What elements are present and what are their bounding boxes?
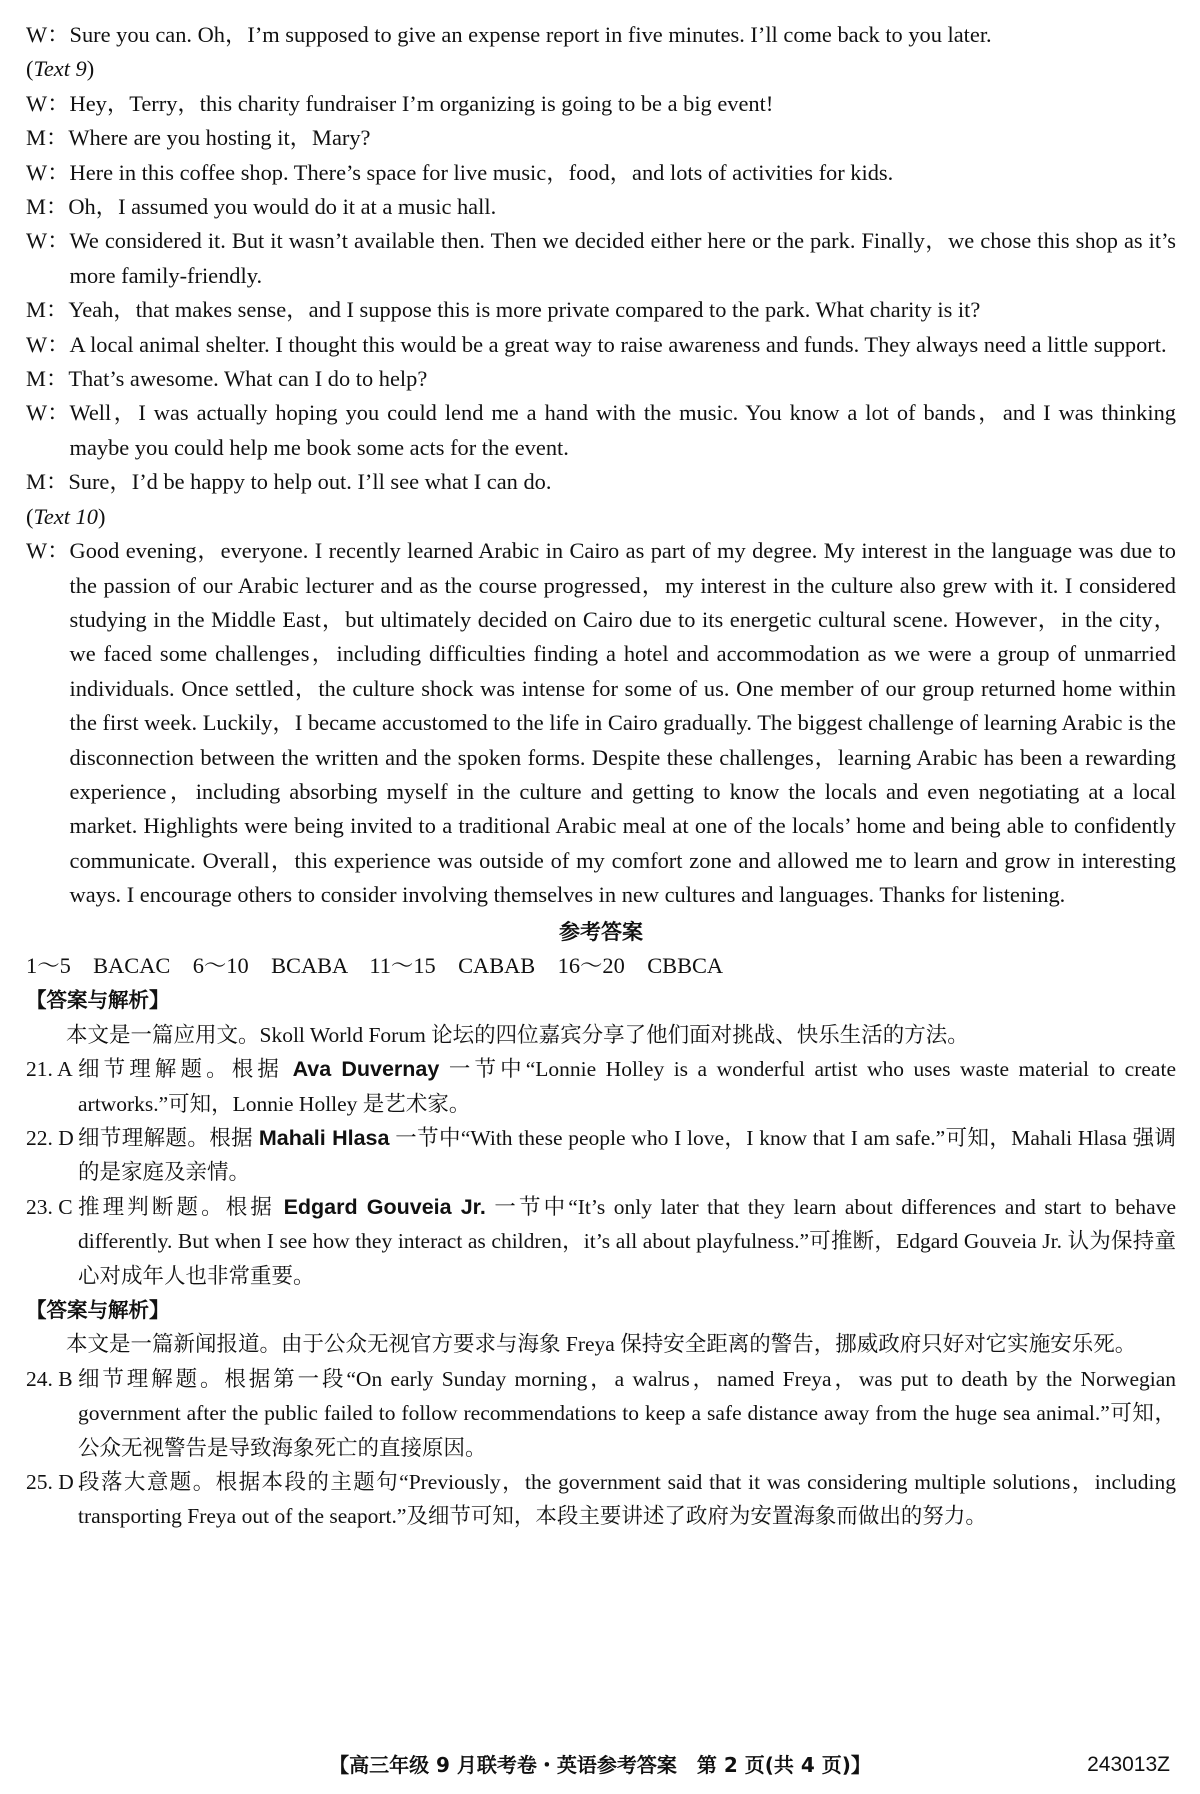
dialogue-line xyxy=(26,156,1176,190)
dialogue-line xyxy=(26,121,1176,155)
explanation-text: 细节理解题。根据 Ava Duvernay 一节中“Lonnie Holley is a wonderful artist who uses waste material to create artworks.”可知，Lonnie Holley 是艺术家。 xyxy=(78,1057,1176,1116)
dialogue-line xyxy=(26,396,1176,465)
dialogue-text: Sure，I’d be happy to help out. I’ll see what I can do. xyxy=(68,469,552,495)
speaker-label: W： xyxy=(26,228,70,254)
page-footer xyxy=(0,1748,1200,1782)
answer-explanation xyxy=(26,1465,1176,1534)
dialogue-text: Yeah，that makes sense，and I suppose this is more private compared to the park. What charity is it? xyxy=(68,297,981,323)
answer-explanation xyxy=(26,1190,1176,1293)
answer-explanation xyxy=(26,1121,1176,1190)
section-intro: 本文是一篇新闻报道。由于公众无视官方要求与海象 Freya 保持安全距离的警告，挪威政府只好对它实施安乐死。 xyxy=(66,1332,1137,1357)
explanation-text: 细节理解题。根据第一段“On early Sunday morning，a walrus，named Freya，was put to death by the Norwegian government after the public failed to follow recommendations to keep a safe distance away from the huge sea animal.”可知，公众无视警告是导致海象死亡的直接原因。 xyxy=(78,1366,1176,1460)
dialogue-text: Sure you can. Oh，I’m supposed to give an expense report in five minutes. I’ll come back to you later. xyxy=(69,22,992,47)
section-title: 【答案与解析】 xyxy=(26,1298,170,1323)
text-heading: (Text 9) xyxy=(26,56,95,82)
dialogue-line xyxy=(26,293,1176,327)
speaker-label: M： xyxy=(26,125,69,151)
dialogue-text: Here in this coffee shop. There’s space for live music，food，and lots of activities for kids. xyxy=(69,159,894,185)
section-keyword: Mahali Hlasa xyxy=(258,1126,390,1150)
dialogue-line xyxy=(26,224,1176,293)
explanations xyxy=(26,983,1176,1534)
dialogue-text: Hey，Terry，this charity fundraiser I’m organizing is going to be a big event! xyxy=(69,90,774,116)
answer-explanation xyxy=(26,1052,1176,1121)
dialogue-line xyxy=(26,190,1176,224)
dialogue-text: That’s awesome. What can I do to help? xyxy=(68,366,428,392)
speaker-label: M： xyxy=(26,194,69,220)
question-number: 23. C xyxy=(26,1194,73,1219)
section-keyword: Ava Duvernay xyxy=(292,1057,440,1082)
question-number: 22. D xyxy=(26,1126,74,1150)
question-number: 24. B xyxy=(26,1366,73,1391)
answer-explanation xyxy=(26,1362,1176,1465)
dialogue-line xyxy=(26,362,1176,396)
dialogue-text: Oh，I assumed you would do it at a music hall. xyxy=(68,194,497,220)
speaker-label: W： xyxy=(26,159,70,185)
section-title: 【答案与解析】 xyxy=(26,988,170,1013)
question-number: 25. D xyxy=(26,1470,74,1495)
speaker-label: W： xyxy=(26,400,70,426)
dialogue-line xyxy=(26,465,1176,499)
speaker-label: M： xyxy=(26,469,69,495)
speaker-label: W： xyxy=(26,331,70,357)
answer-key: 1～5 BACAC 6～10 BCABA 11～15 CABAB 16～20 CBBCA xyxy=(26,952,724,978)
dialogue-text: A local animal shelter. I thought this would be a great way to raise awareness and funds. They always need a little support. xyxy=(69,331,1167,357)
speaker-label: W： xyxy=(26,22,70,47)
speaker-label: W： xyxy=(26,90,70,116)
speaker-label: M： xyxy=(26,297,69,323)
dialogue-line xyxy=(26,534,1176,912)
section-intro: 本文是一篇应用文。Skoll World Forum 论坛的四位嘉宾分享了他们面对挑战、快乐生活的方法。 xyxy=(66,1022,969,1047)
listening-transcript xyxy=(26,18,1176,913)
explanation-text: 细节理解题。根据 Mahali Hlasa 一节中“With these people who I love，I know that I am safe.”可知，Mahali Hlasa 强调的是家庭及亲情。 xyxy=(78,1126,1176,1185)
question-number: 21. A xyxy=(26,1057,73,1082)
dialogue-line xyxy=(26,87,1176,121)
dialogue-text: Good evening，everyone. I recently learned Arabic in Cairo as part of my degree. My interest in the language was due to the passion of our Arabic lecturer and as the course progressed，my interest in the culture also grew with it. I considered studying in the Middle East，but ultimately decided on Cairo due to its energetic cultural scene. However，in the city，we faced some challenges，including difficulties finding a hotel and accommodation as we were a group of unmarried individuals. Once settled，the culture shock was intense for some of us. One member of our group returned home within the first week. Luckily，I became accustomed to the life in Cairo gradually. The biggest challenge of learning Arabic is the disconnection between the written and the spoken forms. Despite these challenges，learning Arabic has been a rewarding experience，including absorbing myself in the culture and getting to know the locals and even negotiating at a local market. Highlights were being invited to a traditional Arabic meal at one of the locals’ home and being able to confidently communicate. Overall，this experience was outside of my comfort zone and allowed me to learn and grow in interesting ways. I encourage others to consider involving themselves in new cultures and languages. Thanks for listening. xyxy=(69,538,1176,908)
dialogue-text: Well，I was actually hoping you could lend me a hand with the music. You know a lot of bands，and I was thinking maybe you could help me book some acts for the event. xyxy=(69,400,1176,460)
dialogue-line xyxy=(26,328,1176,362)
explanation-text: 段落大意题。根据本段的主题句“Previously，the government said that it was considering multiple solutions，including transporting Freya out of the seaport.”及细节可知，本段主要讲述了政府为安置海象而做出的努力。 xyxy=(78,1470,1176,1529)
speaker-label: M： xyxy=(26,366,69,392)
dialogue-line xyxy=(26,18,1176,52)
section-keyword: Edgard Gouveia Jr. xyxy=(283,1194,486,1219)
page-content xyxy=(26,18,1176,1534)
footer-title: 【高三年级 9 月联考卷・英语参考答案 第 2 页(共 4 页)】 xyxy=(329,1753,871,1777)
answer-title: 参考答案 xyxy=(559,919,643,944)
dialogue-text: We considered it. But it wasn’t available then. Then we decided either here or the park. Finally，we chose this shop as it’s more family-friendly. xyxy=(69,228,1176,288)
dialogue-text: Where are you hosting it，Mary? xyxy=(68,125,371,151)
text-heading: (Text 10) xyxy=(26,503,106,529)
explanation-text: 推理判断题。根据 Edgard Gouveia Jr. 一节中“It’s only later that they learn about differences and start to behave differently. But when I see how they interact as children，it’s all about playfulness.”可推断，Edgard Gouveia Jr. 认为保持童心对成年人也非常重要。 xyxy=(78,1194,1176,1288)
footer-code: 243013Z xyxy=(1087,1753,1170,1776)
speaker-label: W： xyxy=(26,538,70,564)
